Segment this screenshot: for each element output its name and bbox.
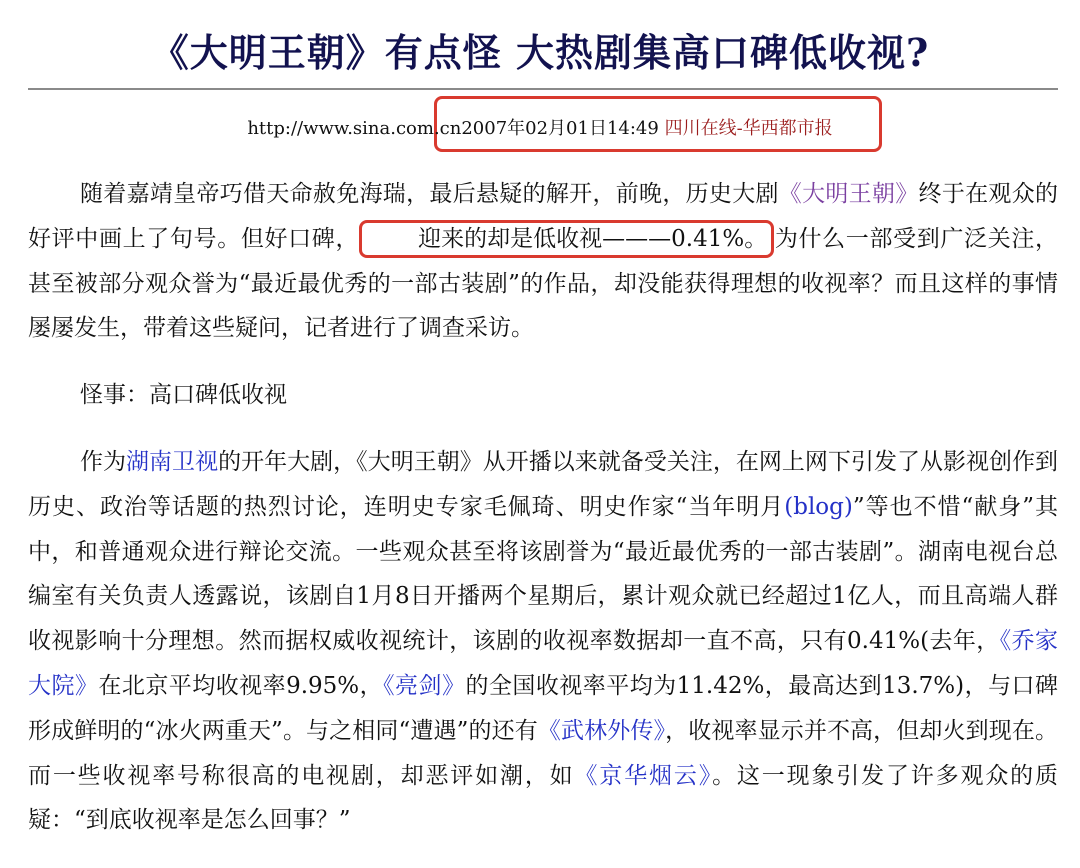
paragraph-2: 作为湖南卫视的开年大剧，《大明王朝》从开播以来就备受关注，在网上网下引发了从影视创作到历史、政治等话题的热烈讨论，连明史专家毛佩琦、明史作家“当年明月(blog)”等也不惜“献身”其中，和普通观众进行辩论交流。一些观众甚至将该剧誉为“最近最优秀的一部古装剧”。湖南电视台总编室有关负责人透露说，该剧自1月8日开播两个星期后，累计观众就已经超过1亿人，而且高端人群收视影响十分理想。然而据权威收视统计，该剧的收视率数据却一直不高，只有0.41%(去年，《乔家大院》在北京平均收视率9.95%，《亮剑》的全国收视率平均为11.42%，最高达到13.7%)，与口碑形成鲜明的“冰火两重天”。与之相同“遭遇”的还有《武林外传》，收视率显示并不高，但却火到现在。而一些收视率号称很高的电视剧，却恶评如潮，如《京华烟云》。这一现象引发了许多观众的质疑：“到底收视率是怎么回事？” (28, 448, 1059, 834)
link-qiaojia[interactable]: 《乔家大院》 (28, 628, 1059, 699)
title-divider (28, 88, 1058, 90)
article-title: 《大明王朝》有点怪 大热剧集高口碑低收视? (150, 30, 930, 75)
subheading: 怪事：高口碑低收视 (80, 382, 287, 409)
link-jinghua[interactable]: 《京华烟云》 (574, 762, 713, 789)
paragraph-1: 随着嘉靖皇帝巧借天命赦免海瑞，最后悬疑的解开，前晚，历史大剧《大明王朝》终于在观众的好评中画上了句号。但好口碑， 迎来的却是低收视———0.41%。 为什么一部受到广泛关注，甚至被部分观众誉为“最近最优秀的一部古装剧”的作品，却没能获得理想的收视率？而且这样的事情屡屡发生，带着这些疑问，记者进行了调查采访。 (28, 181, 1059, 342)
link-liangjian[interactable]: 《亮剑》 (383, 672, 466, 699)
link-daming[interactable]: 《大明王朝》 (778, 181, 919, 207)
source-url[interactable]: http://www.sina.com.cn (247, 118, 462, 139)
highlight-ratings: 迎来的却是低收视———0.41%。 (359, 220, 774, 258)
source-link[interactable]: 四川在线-华西都市报 (664, 118, 833, 139)
publish-datetime: 2007年02月01日14:49 (461, 118, 659, 139)
article-meta (0, 114, 1080, 140)
link-hunan-tv[interactable]: 湖南卫视 (126, 448, 219, 475)
article-body (28, 172, 1058, 843)
link-wulin[interactable]: 《武林外传》 (537, 717, 666, 744)
link-blog[interactable]: (blog) (784, 493, 853, 520)
